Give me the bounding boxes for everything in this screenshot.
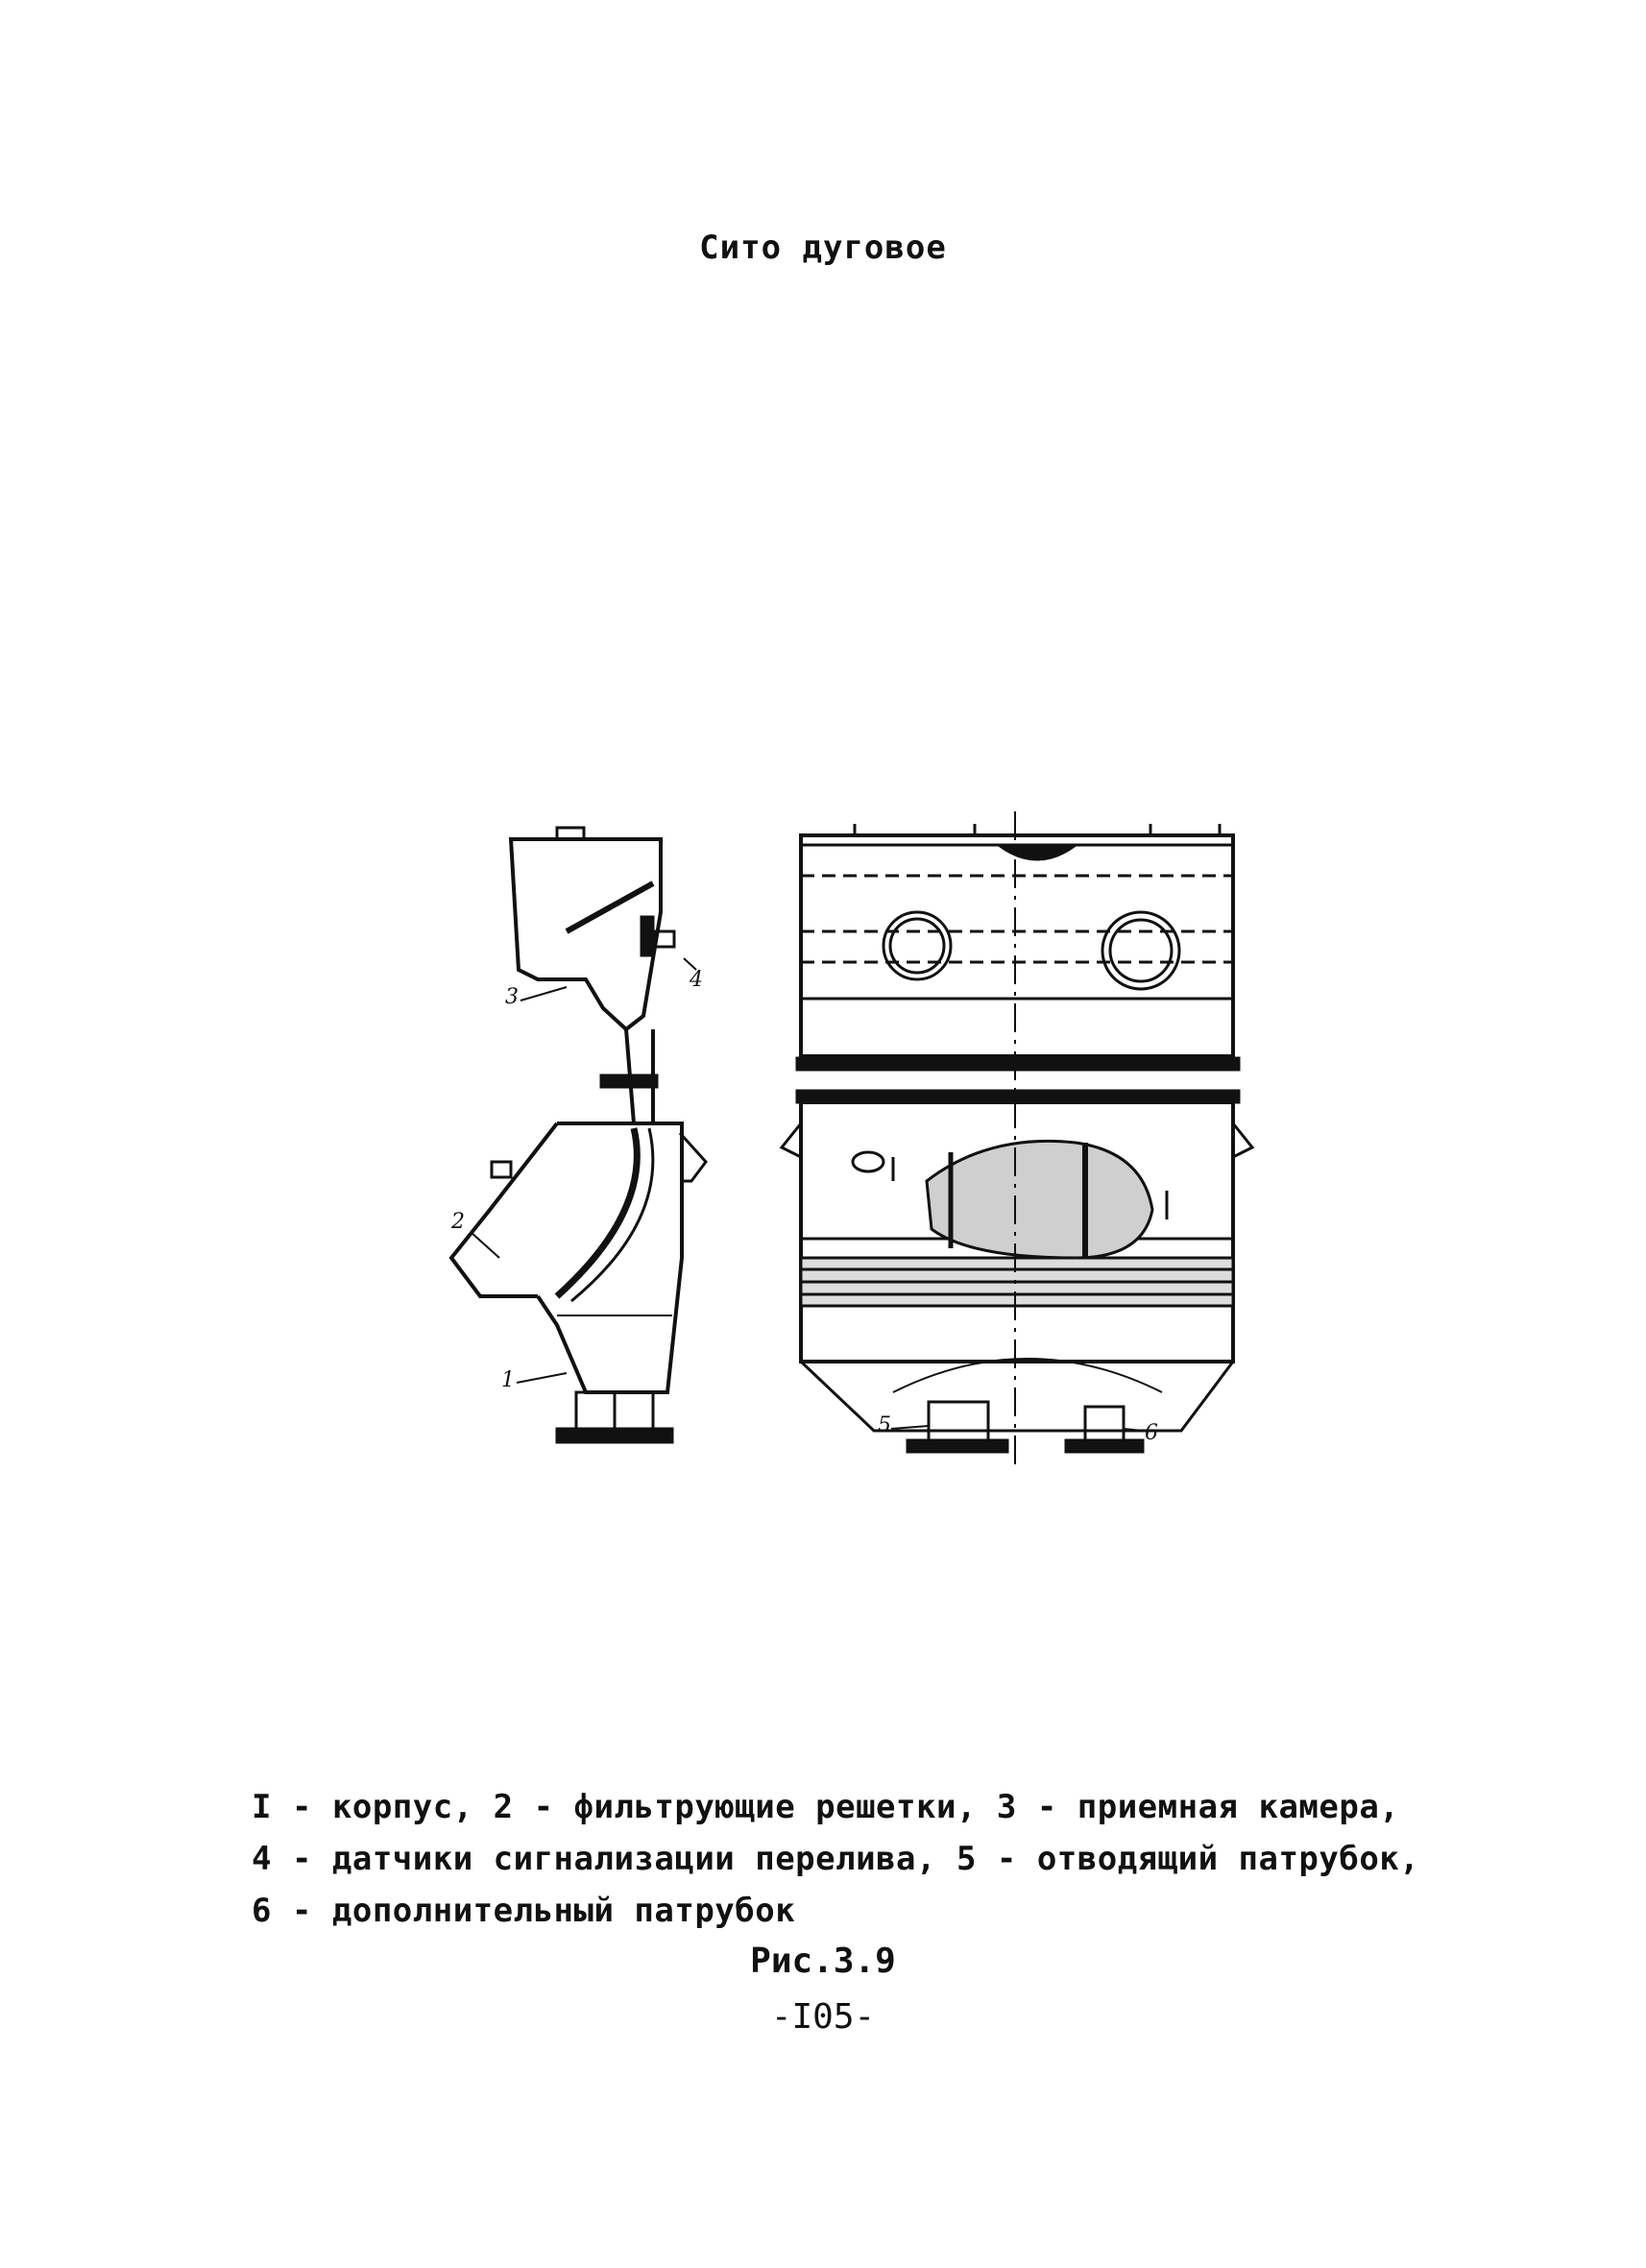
legend-line-3: 6 - дополнительный патрубок [252,1892,796,1930]
callout-5: 5 [878,1413,891,1437]
front-view [782,811,1252,1469]
callout-6: 6 [1145,1421,1158,1445]
callout-2: 2 [451,1210,465,1234]
figure-caption: Рис.3.9 [750,1942,896,1981]
side-view [451,828,706,1442]
callout-3: 3 [505,985,519,1009]
callout-1: 1 [501,1368,515,1392]
page-title: Сито дуговое [699,229,947,267]
legend-line-2: 4 - датчики сигнализации перелива, 5 - отводящий патрубок, [252,1840,1420,1878]
callout-4: 4 [690,968,703,992]
page-number: -I05- [770,1997,876,2037]
figure-legend [252,1781,1462,1937]
legend-line-1: I - корпус, 2 - фильтрующие решетки, 3 - приемная камера, [252,1788,1400,1826]
technical-drawing [413,807,1277,1479]
